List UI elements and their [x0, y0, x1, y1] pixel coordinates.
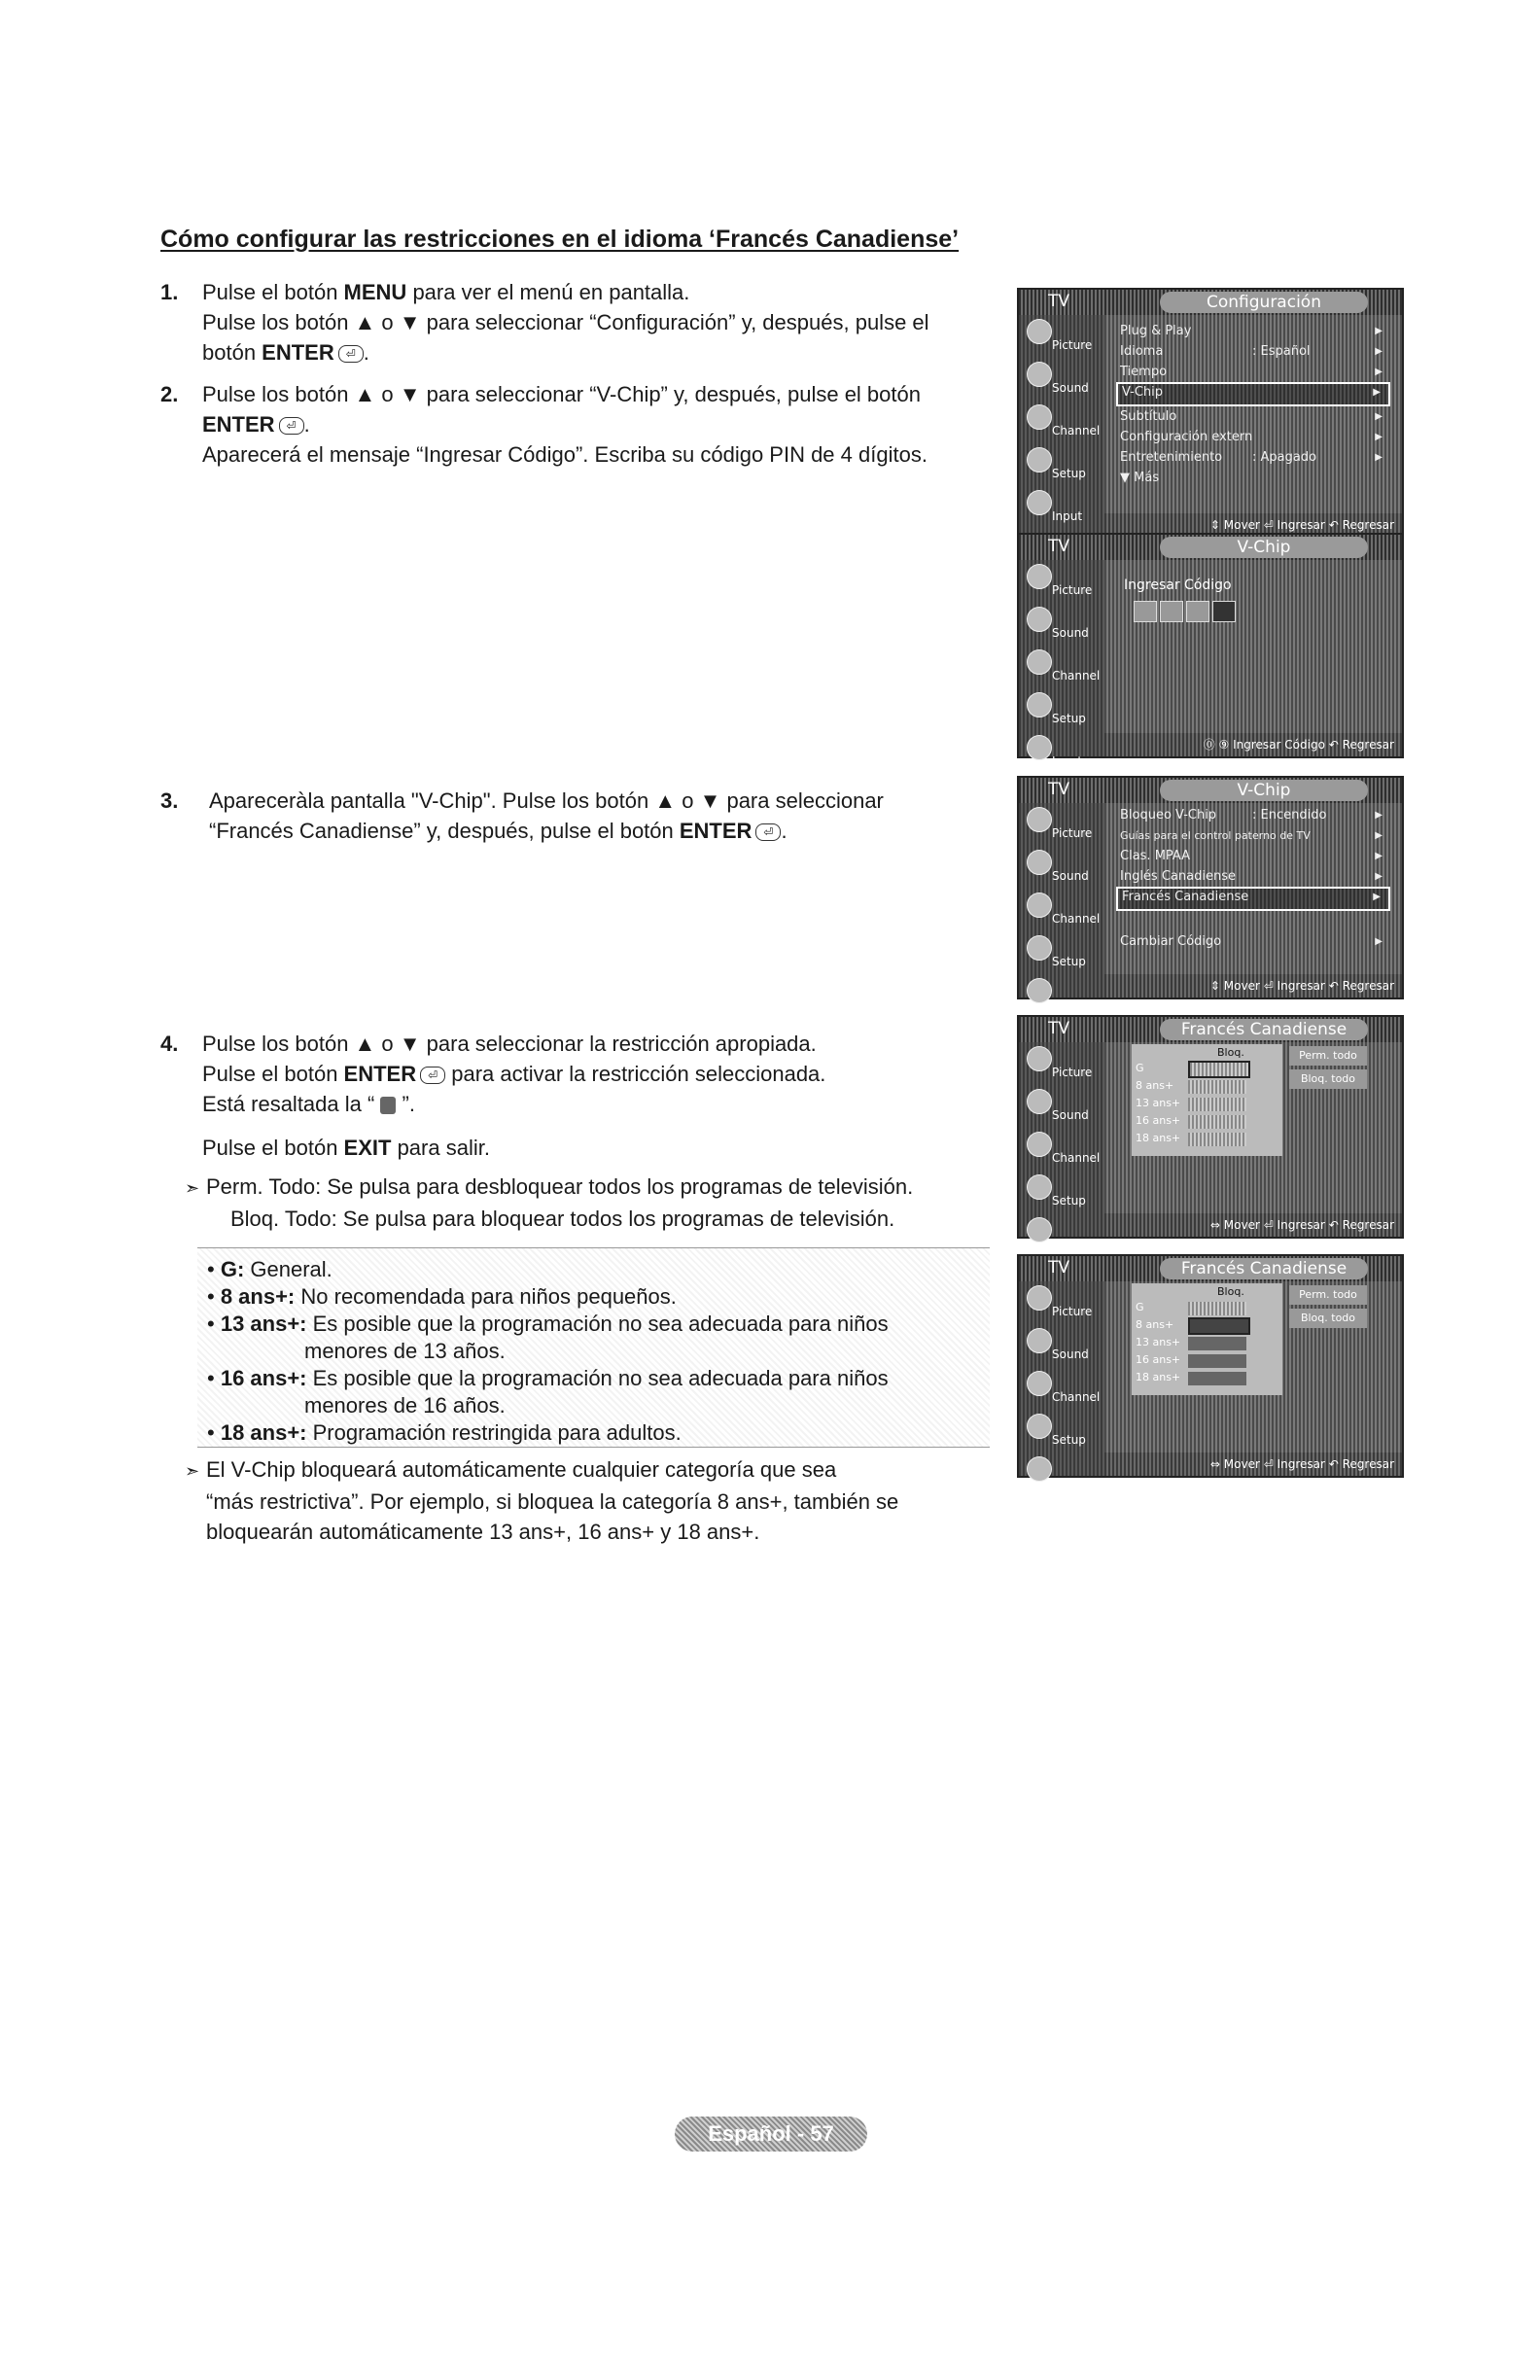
osd-rating-row: 13 ans+ — [1136, 1336, 1272, 1352]
osd-tab-picture: Picture — [1025, 805, 1102, 848]
osd-rating-row: 18 ans+ — [1136, 1371, 1272, 1387]
step-text: Pulse los botón ▲ o ▼ para seleccionar “V-Chip” y, después, pulse el botón — [202, 382, 921, 406]
input-icon — [1027, 490, 1052, 515]
osd-tab-sound: Sound — [1025, 848, 1102, 891]
page-title: Cómo configurar las restricciones en el idioma ‘Francés Canadiense’ — [160, 226, 960, 253]
osd-code-label: Ingresar Código — [1124, 578, 1232, 593]
osd-menu-title: Francés Canadiense — [1160, 1258, 1368, 1279]
osd-tab-input: Input — [1025, 976, 1102, 1019]
osd-sidebar — [1019, 1042, 1104, 1250]
channel-icon — [1027, 404, 1052, 430]
osd-bloq-todo-button: Bloq. todo — [1289, 1309, 1367, 1328]
picture-icon — [1027, 807, 1052, 832]
osd-tab-channel: Channel — [1025, 648, 1102, 690]
enter-icon: ⏎ — [279, 417, 304, 435]
osd-menu-item: Inglés Canadiense ▶ — [1120, 869, 1382, 884]
step-text: Pulse los botón ▲ o ▼ para seleccionar “Configuración” y, después, pulse el — [202, 310, 929, 334]
step-text: Aparecerá el mensaje “Ingresar Código”. Escriba su código PIN de 4 dígitos. — [202, 442, 928, 467]
step-text: Pulse los botón ▲ o ▼ para seleccionar la restricción apropiada. — [202, 1032, 817, 1056]
osd-help-bar: ⇔ Mover ⏎ Ingresar ↶ Regresar — [1104, 1213, 1402, 1237]
lock-icon — [380, 1097, 396, 1114]
rating-item: • G: General. — [207, 1257, 332, 1281]
enter-icon: ⏎ — [755, 823, 781, 841]
channel-icon — [1027, 649, 1052, 675]
channel-icon — [1027, 1132, 1052, 1157]
step-number: 2. — [160, 382, 179, 406]
osd-rating-row: G — [1136, 1062, 1272, 1078]
osd-menu-list — [1116, 805, 1390, 952]
osd-tab-sound: Sound — [1025, 1326, 1102, 1369]
step-number: 3. — [160, 788, 179, 813]
osd-menu-title: Francés Canadiense — [1160, 1019, 1368, 1040]
osd-menu-item: Cambiar Código ▶ — [1120, 934, 1382, 949]
osd-menu-item: Entretenimiento : Apagado ▶ — [1120, 450, 1382, 465]
channel-icon — [1027, 892, 1052, 918]
osd-menu-item — [1116, 911, 1390, 931]
osd-menu-list — [1116, 321, 1390, 488]
osd-menu-title: V-Chip — [1160, 537, 1368, 558]
osd-menu-item: Tiempo ▶ — [1120, 365, 1382, 379]
osd-menu-item: Bloqueo V-Chip : Encendido ▶ — [1120, 808, 1382, 822]
note-arrow-icon: ➣ — [185, 1461, 200, 1481]
setup-icon — [1027, 935, 1052, 961]
step-text: botón — [202, 340, 262, 365]
osd-help-bar: ⇔ Mover ⏎ Ingresar ↶ Regresar — [1104, 1452, 1402, 1476]
osd-menu-title: Configuración — [1160, 292, 1368, 313]
input-icon — [1027, 1456, 1052, 1482]
osd-tab-sound: Sound — [1025, 360, 1102, 402]
osd-tab-channel: Channel — [1025, 1369, 1102, 1412]
vchip-note: ➣ El V-Chip bloqueará automáticamente cualquier categoría que sea “más restrictiva”. Por ejemplo, si bloquea la categoría 8 ans+, también se bloquearán automáticamente 13 ans+, 16 ans+ y 18 ans+. — [185, 1457, 899, 1544]
sound-icon — [1027, 850, 1052, 875]
osd-tab-setup: Setup — [1025, 445, 1102, 488]
osd-screen-setup: TV Configuración Picture Sound Channel Setup Input Plug & Play ▶ Idioma : Español ▶ Tiempo ▶ V-Chip ▶ Subtítulo ▶ Configuración extern ▶ Entretenimiento : Apagado ▶ ▼ Más ⇕ Mover ⏎ Ingresar ↶ Regresar — [1017, 288, 1404, 539]
rating-item: • 13 ans+: Es posible que la programación no sea adecuada para niños menores de 13 años. — [207, 1312, 889, 1363]
sound-icon — [1027, 607, 1052, 632]
sound-icon — [1027, 1328, 1052, 1353]
enter-icon: ⏎ — [420, 1067, 445, 1084]
input-icon — [1027, 1217, 1052, 1242]
setup-icon — [1027, 692, 1052, 718]
rating-item: • 16 ans+: Es posible que la programación no sea adecuada para niños menores de 16 años. — [207, 1366, 889, 1418]
step-text: Apareceràla pantalla "V-Chip". Pulse los botón ▲ o ▼ para seleccionar — [209, 788, 884, 813]
enter-key-label: ENTER — [343, 1062, 417, 1086]
osd-screen-vchip: TV V-Chip Picture Sound Channel Setup Input Bloqueo V-Chip : Encendido ▶ Guías para el control paterno de TV ▶ Clas. MPAA ▶ Inglés Canadiense ▶ Francés Canadiense ▶ Cambiar Código ▶ ⇕ Mover ⏎ Ingresar ↶ Regresar — [1017, 776, 1404, 999]
osd-tab-setup: Setup — [1025, 1412, 1102, 1454]
osd-screen-french-canadian-1: TV Francés Canadiense Picture Sound Channel Setup Input Bloq. G 8 ans+ 13 ans+ 16 ans+ 18 ans+ Perm. todo Bloq. todo ⇔ Mover ⏎ Ingresar ↶ Regresar — [1017, 1015, 1404, 1239]
osd-perm-todo-button: Perm. todo — [1289, 1046, 1367, 1066]
enter-key-label: ENTER — [202, 412, 275, 437]
note-arrow-icon: ➣ — [185, 1178, 200, 1198]
osd-tab-picture: Picture — [1025, 317, 1102, 360]
osd-rating-row: 16 ans+ — [1136, 1114, 1272, 1131]
perm-note: ➣ Perm. Todo: Se pulsa para desbloquear todos los programas de televisión. Bloq. Todo: Se pulsa para bloquear todos los programas de televisión. — [185, 1174, 914, 1231]
osd-code-boxes — [1134, 601, 1239, 626]
osd-rating-grid: Bloq. G 8 ans+ 13 ans+ 16 ans+ 18 ans+ — [1132, 1044, 1282, 1156]
osd-tab-sound: Sound — [1025, 1087, 1102, 1130]
osd-screen-vchip-code: TV V-Chip Picture Sound Channel Setup Input Ingresar Código ⓪ ⑨ Ingresar Código ↶ Regresar — [1017, 533, 1404, 758]
sound-icon — [1027, 1089, 1052, 1114]
picture-icon — [1027, 319, 1052, 344]
osd-tab-input: Input — [1025, 1454, 1102, 1497]
osd-menu-item-selected: Francés Canadiense ▶ — [1116, 887, 1390, 911]
step-text: para ver el menú en pantalla. — [406, 280, 690, 304]
picture-icon — [1027, 564, 1052, 589]
osd-rating-row: 8 ans+ — [1136, 1318, 1272, 1335]
osd-tab-picture: Picture — [1025, 1283, 1102, 1326]
osd-menu-item: Guías para el control paterno de TV ▶ — [1120, 829, 1382, 842]
osd-tab-input: Input — [1025, 1215, 1102, 1258]
osd-menu-item: ▼ Más — [1120, 471, 1160, 485]
sound-icon — [1027, 362, 1052, 387]
osd-tab-setup: Setup — [1025, 933, 1102, 976]
picture-icon — [1027, 1285, 1052, 1311]
osd-sidebar — [1019, 803, 1104, 1011]
osd-sidebar — [1019, 560, 1104, 768]
step-text: Pulse el botón — [202, 280, 344, 304]
osd-rating-row: 13 ans+ — [1136, 1097, 1272, 1113]
osd-help-bar: ⇕ Mover ⏎ Ingresar ↶ Regresar — [1104, 513, 1402, 537]
osd-help-bar: ⇕ Mover ⏎ Ingresar ↶ Regresar — [1104, 974, 1402, 998]
osd-tab-input: Input — [1025, 733, 1102, 776]
enter-key-label: ENTER — [679, 819, 752, 843]
setup-icon — [1027, 447, 1052, 472]
osd-screen-french-canadian-2: TV Francés Canadiense Picture Sound Channel Setup Input Bloq. G 8 ans+ 13 ans+ 16 ans+ 18 ans+ Perm. todo Bloq. todo ⇔ Mover ⏎ Ingresar ↶ Regresar — [1017, 1254, 1404, 1478]
osd-side-buttons — [1289, 1285, 1367, 1332]
osd-rating-row: 8 ans+ — [1136, 1079, 1272, 1096]
input-icon — [1027, 978, 1052, 1003]
osd-tab-channel: Channel — [1025, 891, 1102, 933]
osd-rating-grid: Bloq. G 8 ans+ 13 ans+ 16 ans+ 18 ans+ — [1132, 1283, 1282, 1395]
rating-item: • 18 ans+: Programación restringida para adultos. — [207, 1420, 682, 1445]
osd-tab-channel: Channel — [1025, 402, 1102, 445]
rating-item: • 8 ans+: No recomendada para niños pequeños. — [207, 1284, 677, 1309]
osd-menu-item-selected: V-Chip ▶ — [1116, 382, 1390, 406]
input-icon — [1027, 735, 1052, 760]
page-number-badge: Español - 57 — [675, 2117, 867, 2152]
osd-tab-setup: Setup — [1025, 1172, 1102, 1215]
osd-sidebar — [1019, 315, 1104, 537]
setup-icon — [1027, 1174, 1052, 1200]
setup-icon — [1027, 1414, 1052, 1439]
osd-sidebar — [1019, 1281, 1104, 1489]
ratings-box — [197, 1247, 990, 1448]
osd-tab-channel: Channel — [1025, 1130, 1102, 1172]
osd-help-bar: ⓪ ⑨ Ingresar Código ↶ Regresar — [1104, 733, 1402, 756]
osd-tab-picture: Picture — [1025, 562, 1102, 605]
enter-icon: ⏎ — [338, 345, 364, 363]
menu-key-label: MENU — [343, 280, 407, 304]
osd-menu-item: Configuración extern ▶ — [1120, 430, 1382, 444]
channel-icon — [1027, 1371, 1052, 1396]
osd-menu-item: Subtítulo ▶ — [1120, 409, 1382, 424]
enter-key-label: ENTER — [262, 340, 334, 365]
step-number: 1. — [160, 280, 179, 304]
osd-tab-sound: Sound — [1025, 605, 1102, 648]
osd-perm-todo-button: Perm. todo — [1289, 1285, 1367, 1305]
picture-icon — [1027, 1046, 1052, 1071]
osd-menu-item: Clas. MPAA ▶ — [1120, 849, 1382, 863]
osd-rating-row: 16 ans+ — [1136, 1353, 1272, 1370]
osd-tab-setup: Setup — [1025, 690, 1102, 733]
osd-bloq-todo-button: Bloq. todo — [1289, 1069, 1367, 1089]
osd-tab-input: Input — [1025, 488, 1102, 531]
osd-rating-row: G — [1136, 1301, 1272, 1317]
osd-menu-item: Idioma : Español ▶ — [1120, 344, 1382, 359]
exit-key-label: EXIT — [343, 1136, 392, 1160]
osd-rating-row: 18 ans+ — [1136, 1132, 1272, 1148]
osd-menu-item: Plug & Play ▶ — [1120, 324, 1382, 338]
osd-side-buttons — [1289, 1046, 1367, 1093]
osd-menu-title: V-Chip — [1160, 780, 1368, 801]
osd-tab-picture: Picture — [1025, 1044, 1102, 1087]
step-number: 4. — [160, 1032, 179, 1056]
